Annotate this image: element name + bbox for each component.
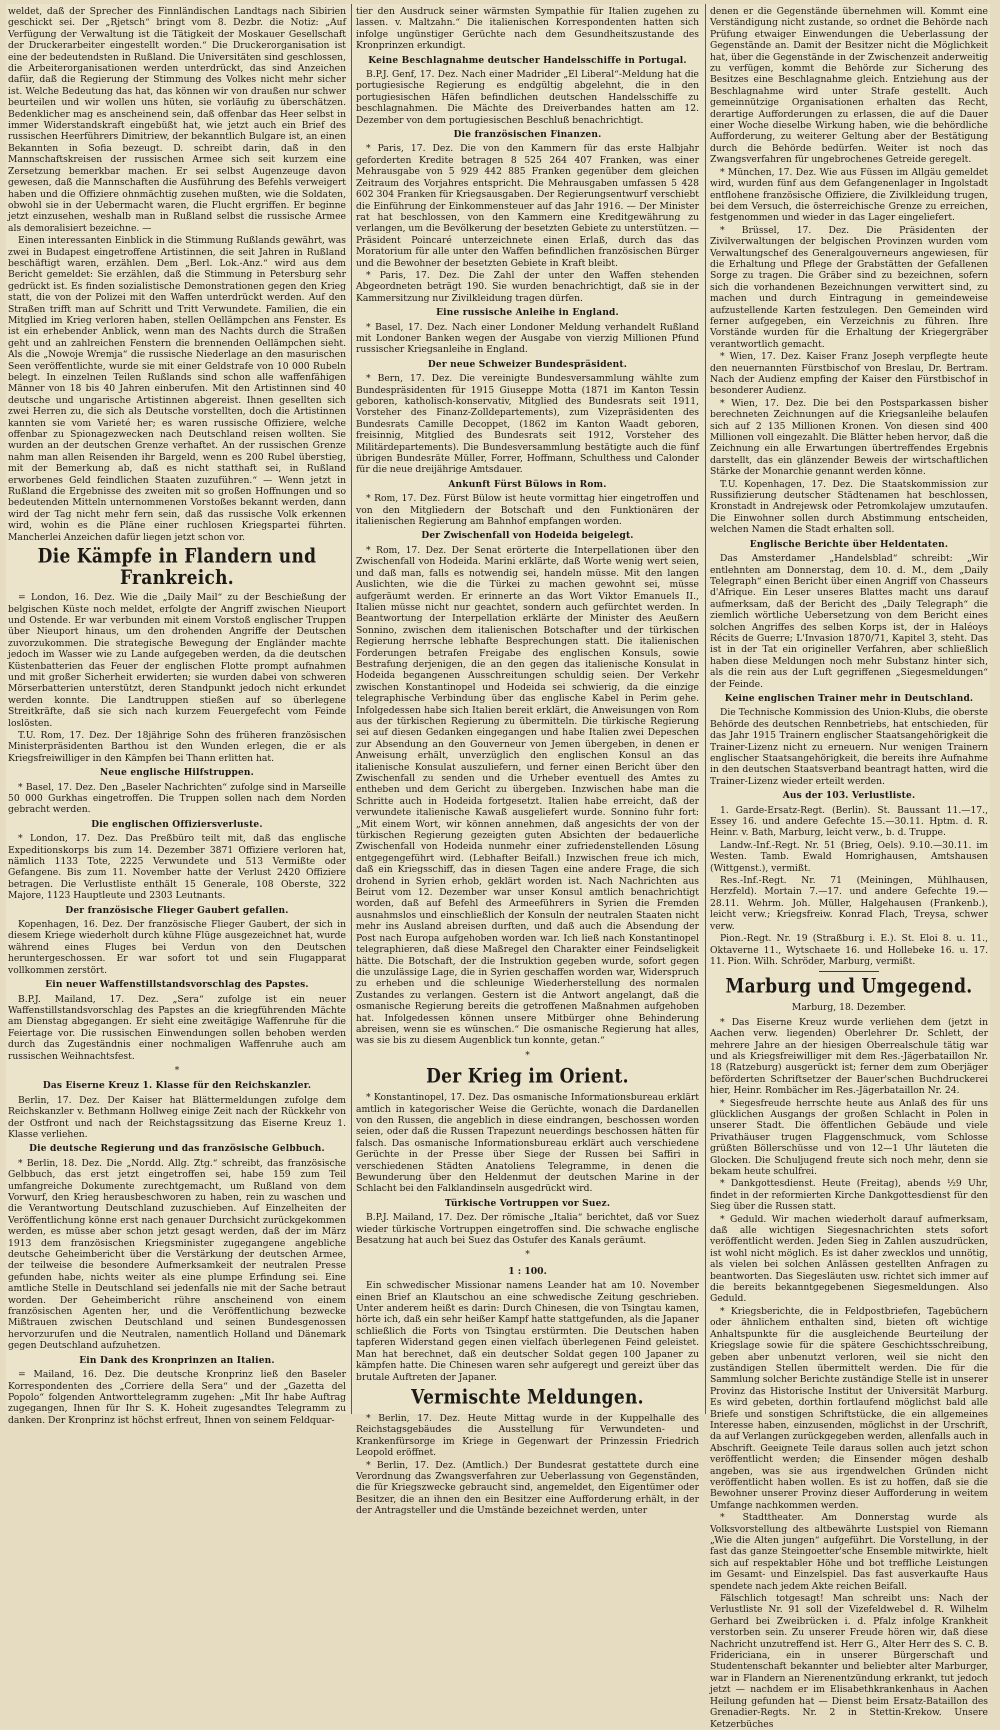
- article-text: * Rom, 17. Dez. Fürst Bülow ist heute vormittag hier eingetroffen und von den Mitgliedern der Botschaft und den Funktionären der italienischen Regierung am Bahnhof empfangen worden.: [356, 493, 699, 528]
- article-text: * Basel, 17. Dez. Den „Baseler Nachrichten“ zufolge sind in Marseille 50 000 Gurkhas eingetroffen. Die Truppen sollen nach dem Norden gebracht werden.: [8, 781, 346, 816]
- separator-star: *: [525, 1250, 530, 1261]
- section-headline: Die Kämpfe in Flandern und Frankreich.: [37, 545, 317, 590]
- article-text: Landw.-Inf.-Regt. Nr. 51 (Brieg, Oels). 9.10.—30.11. im Westen. Tamb. Ewald Homrighausen, Amtshausen (Wittgenst.), vermißt.: [710, 839, 988, 874]
- article-text: T.U. Rom, 17. Dez. Der 18jährige Sohn des früheren französischen Ministerpräsidenten Barthou ist den Wunden erlegen, die er als Kriegsfreiwilliger in den Kämpfen bei Thann erlitten hat.: [8, 729, 346, 764]
- article-heading: 1 : 100.: [508, 1265, 547, 1277]
- article-heading: Die deutsche Regierung und das französische Gelbbuch.: [29, 1144, 325, 1155]
- article-text: * Paris, 17. Dez. Die Zahl der unter den Waffen stehenden Abgeordneten beträgt 190. Sie wurden benachrichtigt, daß sie in der Kammersitzung nur Zivilkleidung tragen dürfen.: [356, 269, 699, 304]
- article-text: = London, 16. Dez. Wie die „Daily Mail“ zu der Beschießung der belgischen Küste noch meldet, erfolgte der Angriff zwischen Nieuport und Ostende. Er war verbunden mit einem Vorstoß englischer Truppen über Nieuport hinaus, um den drohenden Angriffe der Deutschen zuvorzukommen. Die strategische Bewegung der Engländer machte jedoch im Wasser wie zu Lande aufgegeben werden, da die deutschen Küstenbatterien das Feuer der englischen Flotte prompt aufnahmen und mit großer Sicherheit erwiderten; sie wurden dabei von schweren Mörserbatterien unterstützt, deren Standpunkt jedoch nicht erkundet werden konnte. Die Landtruppen stießen auf so überlegene Streitkräfte, daß sie sich nach kurzem Feuergefecht vom Feinde loslösten.: [8, 592, 346, 729]
- article-text: * Berlin, 17. Dez. Heute Mittag wurde in der Kuppelhalle des Reichstagsgebäudes die Ausstellung für Verwundeten- und Krankenfürsorge im Kriege in Gegenwart der Prinzessin Friedrich Leopold eröffnet.: [356, 1412, 699, 1459]
- article-text: weldet, daß der Sprecher des Finnländischen Landtags nach Sibirien geschickt sei. Der „Rjetsch“ bringt vom 8. Dezbr. die Notiz: „Auf Verfügung der Verwaltung ist die Tätigkeit der Moskauer Gesellschaft der Druckerarbeiter eingestellt worden.“ Die Druckerorganisation ist eine der bedeutendsten in Rußland. Die Universitäten sind geschlossen, die Arbeiterorganisationen werden unterdrückt, das sind Anzeichen dafür, daß die Regierung der Stimmung des Volkes nicht mehr sicher ist. Welche Bedeutung das hat, das können wir von draußen nur schwer beurteilen und wir wollen uns hüten, sie vorläufig zu überschätzen. Bedenklicher mag es anscheinend sein, daß offenbar das Heer selbst in immer Widerstandskraft eingebüßt hat, wie jetzt auch ein Brief des russischen Heerführers Dimitriew, der bekanntlich Bulgare ist, an einen Bekannten in Sofia bezeugt. D. schreibt darin, daß in den Mannschaftskreisen der russischen Armee sich seit kurzem eine Zersetzung bemerkbar machen. Er sei selbst Augenzeuge davon gewesen, daß die Mannschaften die Ausführung des Befehls verweigert haben und die Offiziere ohnmächtig zusehen mußten, wie die Soldaten, obwohl sie in der Uebermacht waren, die Flucht ergriffen. Er beginne jetzt einzusehen, weshalb man in Rußland selbst die russische Armee als demoralisiert bezeichne. —: [8, 6, 346, 234]
- section-headline: Marburg und Umgegend.: [725, 975, 973, 999]
- article-text: Pion.-Regt. Nr. 19 (Straßburg i. E.). St. Eloi 8. u. 11., Oktaverne 11., Wytschaete 16. und Hollebeke 16. u. 17. 11. Pion. Wilh. Schröder, Marburg, vermißt.: [710, 933, 988, 967]
- article-heading: Der Zwischenfall von Hodeida beigelegt.: [421, 531, 634, 542]
- section-headline: Der Krieg im Orient.: [426, 1065, 629, 1089]
- article-text: Einen interessanten Einblick in die Stimmung Rußlands gewährt, was zwei in Budapest eingetroffene Artistinnen, die seit Jahren in Rußland beschäftigt waren, erzählen. Dem „Berl. Lok.-Anz.“ wird aus dem Bericht gemeldet: Sie erzählen, daß die Stimmung in Petersburg sehr gedrückt ist. Es finden sozialistische Demonstrationen gegen den Krieg statt, die von der Polizei mit den Waffen unterdrückt werden. Auf den Straßen trifft man auf Schritt und Tritt Verwundete. Familien, die ein Mitglied im Krieg verloren haben, stellen Oellämpchen ans Fenster. Es ist ein erhebender Anblick, wenn man des Nachts durch die Straßen geht und an zahlreichen Fenstern die brennenden Oellämpchen sieht. Als die „Nowoje Wremja“ die russische Niederlage an den masurischen Seen veröffentlichte, wurde sie mit einer Geldstrafe von 10 000 Rubeln belegt. In einzelnen Teilen Rußlands sind schon alle waffenfähigen Männer von 18 bis 40 Jahren einberufen. Mit den Artistinnen sind 40 deutsche und ungarische Artistinnen abgereist. Ihnen gesellten sich zwei Herren zu, die sich als Deutsche vorstellten, doch die Artistinnen kannten sie vom Varieté her; es waren russische Offiziere, welche offenbar zu Spionagezwecken nach Deutschland reisen wollten. Sie wurden an der deutschen Grenze verhaftet. An der russischen Grenze nahm man allen Reisenden ihr Bargeld, wenn es 200 Rubel überstieg, mit der Bemerkung ab, daß es nicht statthaft sei, in Rußland erworbenes Geld feindlichen Staaten zuzuführen.“ — Wenn jetzt in Rußland die Ergebnisse des zweiten mit so großen Hoffnungen und so bedeutenden Mitteln unternommenen Vorstoßes bekannt werden, dann wird der Tag nicht mehr fern sein, daß das russische Volk erkennen wird, wohin es die Pläne einer ruchlosen Kriegspartei führten. Mancherlei Anzeichen dafür liegen jetzt schon vor.: [8, 235, 346, 543]
- article-text: * Bern, 17. Dez. Die vereinigte Bundesversammlung wählte zum Bundespräsidenten für 1915 Giuseppe Motta (1871 im Kanton Tessin geboren, katholisch-konservativ, Mitglied des Bundesrats seit 1911, Vorsteher des Finanz-Zolldepartements), zum Vizepräsidenten des Bundesrats Camille Decoppet, (1862 im Kanton Waadt geboren, freisinnig, Mitglied des Bundesrats seit 1912, Vorsteher des Militärdepartements). Die Bundesversammlung bestätigte auch die fünf übrigen Bundesräte Müller, Forrer, Hoffmann, Schulthess und Calonder für die neue dreijährige Amtsdauer.: [356, 373, 699, 476]
- column-2: [356, 6, 699, 1517]
- article-heading: Keine englischen Trainer mehr in Deutschland.: [724, 693, 974, 704]
- article-text: * Konstantinopel, 17. Dez. Das osmanische Informationsbureau erklärt amtlich in kategorischer Weise die Gerüchte, wonach die Dardanellen von den Russen, die angeblich in diese eindrangen, beschossen worden seien, oder daß die Russen Trapezunt neuerdings beschossen hätten für falsch. Das osmanische Informationsbureau erklärt auch verschiedene Gerüchte in der Presse über Siege der Russen bei Saffiri in verschiedenen Städten Anatoliens Telegramme, in denen die Bewunderung über den Heldenmut der deutschen Marine in der Schlacht bei den Falklandinseln ausgedrückt wird.: [356, 1092, 699, 1195]
- article-text: denen er die Gegenstände übernehmen will. Kommt eine Verständigung nicht zustande, so ordnet die Behörde nach Prüfung etwaiger Einwendungen die Ueberlassung der Gegenstände an. Damit der Besitzer nicht die Möglichkeit hat, über die Gegenstände in der Zwischenzeit anderweitig zu verfügen, kommt die Behörde zur Sicherung des Besitzes eine Beschlagnahme gleich. Entziehung aus der Beschlagnahme wird unter Strafe gestellt. Auch gemeinnützige Organisationen erhalten das Recht, derartige Aufforderungen zu erlassen, die auf die Dauer einer Woche dieselbe Wirkung haben, wie die behördliche Aufforderung, zu weiterer Geltung aber der Bestätigung durch die Behörde bedürfen. Weiter ist noch das Zwangsverfahren für ungebrochenes Getreide geregelt.: [710, 6, 988, 166]
- article-text: * Geduld. Wir machen wiederholt darauf aufmerksam, daß alle wichtigen Siegesnachrichten stets sofort veröffentlicht werden. Jeden Sieg in Zahlen auszudrücken, ist wohl nicht möglich. Es ist daher zwecklos und unnötig, als vielen bei solchen Anlässen gestellten Anfragen zu beantworten. Das Siegesläuten usw. richtet sich immer auf die bereits bekanntgegebenen Siegesmeldungen. Also Geduld.: [710, 1213, 988, 1305]
- article-text: tier den Ausdruck seiner wärmsten Sympathie für Italien zugehen zu lassen. v. Maltzahn.“ Die italienischen Korrespondenten hatten sich infolge ungünstiger Gerüchte nach dem Gesundheitszustande des Kronprinzen erkundigt.: [356, 6, 699, 52]
- article-heading: Neue englische Hilfstruppen.: [99, 768, 255, 779]
- article-heading: Ankunft Fürst Bülows in Rom.: [448, 479, 607, 490]
- article-text: * Wien, 17. Dez. Die bei den Postsparkassen bisher berechneten Zeichnungen auf die Kriegsanleihe belaufen sich auf 2 135 Millionen Kronen. Von diesen sind 400 Millionen voll eingezahlt. Die Blätter heben hervor, daß die Zeichnung ein alle Erwartungen übertreffendes Ergebnis darstellt, das ein glänzender Beweis der wirtschaftlichen Stärke der Monarchie genannt werden könne.: [710, 397, 988, 478]
- article-heading: Die französischen Finanzen.: [453, 130, 602, 141]
- article-text: * Basel, 17. Dez. Nach einer Londoner Meldung verhandelt Rußland mit Londoner Banken wegen der Ausgabe von vierzig Millionen Pfund russischer Kriegsanleihe in England.: [356, 321, 699, 356]
- article-heading: Ein neuer Waffenstillstandsvorschlag des Papstes.: [45, 980, 309, 991]
- newspaper-page: [6, 4, 990, 1730]
- article-text: * Berlin, 17. Dez. (Amtlich.) Der Bundesrat gestattete durch eine Verordnung das Zwangsverfahren zur Ueberlassung von Gegenständen, die für Kriegszwecke gebraucht sind, angemeldet, den Eigentümer oder Besitzer, die an ihnen den ein Besitzer eine Aufforderung erhält, in der der Antragsteller und die Umstände bezeichnet werden, unter: [356, 1459, 699, 1517]
- article-heading: Keine Beschlagnahme deutscher Handelsschiffe in Portugal.: [368, 55, 687, 66]
- article-heading: Türkische Vortruppen vor Suez.: [444, 1198, 611, 1209]
- section-headline: Vermischte Meldungen.: [411, 1386, 644, 1410]
- article-text: T.U. Kopenhagen, 17. Dez. Die Staatskommission zur Russifizierung deutscher Städtenamen hat beschlossen, Kronstadt in Andrejewsk oder Petromkolajew umzutaufen. Die Einwohner sollen durch Abstimmung entscheiden, welchen Namen die Stadt erhalten soll.: [710, 478, 988, 536]
- article-text: * Das Eiserne Kreuz wurde verliehen dem (jetzt in Aachen verw. liegenden) Oberlehrer Dr. Schlett, der mehrere Jahre an der hiesigen Oberrealschule tätig war und als Kriegsfreiwilliger mit dem Res.-Jägerbataillon Nr. 18 (Ratzeburg) ausgerückt ist; ferner dem zum Oberjäger beförderten Schriftsetzer der Bauer'schen Buchdruckerei hier, Heinr. Rombächer im Res.-Jägerbataillon Nr. 24.: [710, 1016, 988, 1097]
- article-text: Res.-Inf.-Regt. Nr. 71 (Meiningen, Mühlhausen, Herzfeld). Mortain 7.—17. und andere Gefechte 19.—28.11. Wehrm. Joh. Müller, Halgehausen (Frankenb.), leicht verw.; Kriegsfreiw. Konrad Flach, Treysa, schwer verw.: [710, 875, 988, 932]
- column-divider: [705, 4, 706, 1414]
- article-heading: Ein Dank des Kronprinzen an Italien.: [79, 1355, 275, 1366]
- article-text: * Dankgottesdienst. Heute (Freitag), abends ½9 Uhr, findet in der reformierten Kirche Dankgottesdienst für den Sieg über die Russen statt.: [710, 1178, 988, 1213]
- article-text: * Siegesfreude herrschte heute aus Anlaß des für uns glücklichen Ausgangs der großen Schlacht in Polen in unserer Stadt. Die öffentlichen Gebäude und viele Privathäuser trugen Flaggenschmuck, vom Schlosse grüßten Böllerschüsse und von 12—1 Uhr läuteten die Glocken. Die Schuljugend freute sich noch mehr, denn sie bekam heute schulfrei.: [710, 1097, 988, 1177]
- article-text: * Wien, 17. Dez. Kaiser Franz Joseph verpflegte heute den neuernannten Fürstbischof von Breslau, Dr. Bertram. Nach der Audienz empfing der Kaiser den Fürstbischof in besonderer Audienz.: [710, 351, 988, 397]
- article-text: Fälschlich totgesagt! Man schreibt uns: Nach der Verlustliste Nr. 91 soll der Vizefeldwebel d. R. Wilhelm Gerhard bei Zweibrücken i. d. Pfalz infolge Krankheit verstorben sein. Zu unserer Freude hören wir, daß diese Nachricht unzutreffend ist. Herr G., Alter Herr des S. C. B. Fridericiana, ein in unserer Bürgerschaft und Studentenschaft bekannter und beliebter alter Marburger, war in Flandern an Nierenentzündung erkrankt, tut jedoch jetzt — nachdem er im Elisabethkrankenhaus in Aachen Heilung gefunden hat — Dienst beim Ersatz-Bataillon des Grenadier-Regts. Nr. 2 in Stettin-Krekow. Unsere Ketzerbüches: [710, 1593, 988, 1730]
- separator-star: *: [174, 1065, 180, 1076]
- article-heading: Englische Berichte über Heldentaten.: [749, 539, 949, 550]
- article-text: B.P.J. Genf, 17. Dez. Nach einer Madrider „El Liberal“-Meldung hat die portugiesische Regierung es endgültig abgelehnt, die in den portugiesischen Häfen befindlichen deutschen Handelsschiffe zu beschlagnahmen. Die Mächte des Dreiverbandes hatten am 12. Dezember von dem portugiesischen Beschluß benachrichtigt.: [356, 69, 699, 126]
- article-text: B.P.J. Mailand, 17. Dez. „Sera“ zufolge ist ein neuer Waffenstillstandsvorschlag des Papstes an die kriegführenden Mächte am Dienstag abgegangen. Er sieht eine zweitägige Waffenruhe für die Feiertage vor. Die russischen Einwendungen sollen behoben werden durch das Zugeständnis einer nochmaligen Waffenruhe auch am russischen Weihnachtsfest.: [8, 993, 346, 1062]
- divider: [819, 971, 879, 972]
- column-1: [8, 6, 346, 1426]
- article-heading: Die englischen Offiziersverluste.: [91, 819, 263, 830]
- article-text: * Berlin, 18. Dez. Die „Nordd. Allg. Ztg.“ schreibt, das französische Gelbbuch, das erst jetzt eingetroffen sei, habe 159 zum Teil umfangreiche Dokumente zurechtgemacht, um Rußland von dem Vorwurf, den Krieg herausbeschworen zu haben, rein zu waschen und die Verantwortung Deutschland zuzuschieben. Auf Einzelheiten der Veröffentlichung könne erst nach genauer Durchsicht zurückgekommen werden, es müsse aber schon jetzt gesagt werden, daß der im März 1913 dem französischen Kriegsminister zugegangene angebliche deutsche Geheimbericht über die Verstärkung der deutschen Armee, der teilweise die besondere Aufmerksamkeit der neutralen Presse gefunden habe, nichts weiter als eine plumpe Erfindung sei. Eine amtliche Stelle in Deutschland sei jedenfalls nie mit der Sache betraut worden. Der Geheimbericht rühre anscheinend von einem französischen Agenten her, und die Veröffentlichung bezwecke Mißtrauen zwischen Deutschland und seinen Bundesgenossen hervorzurufen und die Neutralen, namentlich Holland und Dänemark gegen Deutschland aufzuhetzen.: [8, 1157, 346, 1352]
- article-heading: Der französische Flieger Gaubert gefallen.: [65, 905, 289, 916]
- article-text: Ein schwedischer Missionar namens Leander hat am 10. November einen Brief an Klautschou an eine schwedische Zeitung geschrieben. Unter anderem heißt es darin: Durch Chinesen, die von Tsingtau kamen, hörte ich, daß ein sehr heißer Kampf hatte stattgefunden, als die Japaner schließlich die Forts von Tsingtau erstürmten. Die Deutschen haben tapferen Widerstand gegen einen vielfach überlegenen Feind geleistet. Man hat berechnet, daß ein deutscher Soldat gegen 100 Japaner zu kämpfen hatte. Die Chinesen waren sehr aufgeregt und gereizt über das brutale Auftreten der Japaner.: [356, 1280, 699, 1383]
- article-text: Kopenhagen, 16. Dez. Der französische Flieger Gaubert, der sich in diesem Kriege wiederholt durch kühne Flüge ausgezeichnet hat, wurde während eines Fluges bei Verdun von den Deutschen heruntergeschossen. Er war sofort tot und sein Flugapparat vollkommen zerstört.: [8, 919, 346, 976]
- article-text: * Stadttheater. Am Donnerstag wurde als Volksvorstellung des altbewährte Lustspiel von Riemann „Wie die Alten jungen“ aufgeführt. Die Vorstellung, in der fast das ganze Steingoetter'sche Ensemble mitwirkte, hielt sich auf respektabler Höhe und bot treffliche Leistungen im Gesamt- und Einzelspiel. Das fast ausverkaufte Haus spendete nach jedem Akte reichen Beifall.: [710, 1512, 988, 1592]
- article-text: Berlin, 17. Dez. Der Kaiser hat Blättermeldungen zufolge dem Reichskanzler v. Bethmann Hollweg einige Zeit nach der Rückkehr von der Ostfront und nach der Reichstagssitzung das Eiserne Kreuz 1. Klasse verliehen.: [8, 1094, 346, 1140]
- article-text: = Mailand, 16. Dez. Die deutsche Kronprinz ließ den Baseler Korrespondenten des „Corriere della Sera“ und der „Gazetta del Popolo“ folgenden Antworttelegramm zugehen: „Mit Ihr habe Auftrag zugegangen, Ihnen für Ihr S. K. Hoheit zugesandtes Telegramm zu danken. Der Kronprinz ist höchst erfreut, Ihnen von seinem Feldquar-: [8, 1369, 346, 1426]
- article-heading: Das Eiserne Kreuz 1. Klasse für den Reichskanzler.: [42, 1081, 312, 1092]
- article-text: * Paris, 17. Dez. Die von den Kammern für das erste Halbjahr geforderten Kredite betragen 8 525 264 407 Franken, was einer Mehrausgabe von 5 929 442 885 Franken gegenüber dem gleichen Zeitraum des Vorjahres entspricht. Die Mehrausgaben umfassen 5 428 602 304 Franken für Kriegsausgaben. Der Regierungsentwurf verschiebt die Einführung der Einkommensteuer auf das Jahr 1916. — Der Minister rat hat beschlossen, von den Kammern eine Kreditgewährung zu verlangen, um die Bevölkerung der besetzten Gebiete zu unterstützen. — Präsident Poincaré unterzeichnete einen Erlaß, durch das das Moratorium für alle unter den Waffen befindlichen französischen Bürger und die Bewohner der besetzten Gebiete in Kraft bleibt.: [356, 143, 699, 269]
- article-heading: Der neue Schweizer Bundespräsident.: [427, 359, 628, 370]
- article-text: 1. Garde-Ersatz-Regt. (Berlin). St. Baussant 11.—17., Essey 16. und andere Gefechte 15.—30.11. Hptm. d. R. Heinr. v. Bath, Marburg, leicht verw., b. d. Truppe.: [710, 804, 988, 839]
- column-3: [710, 6, 988, 1730]
- article-text: * Kriegsberichte, die in Feldpostbriefen, Tagebüchern oder ähnlichem enthalten sind, bieten oft wichtige Anhaltspunkte für die ausgleichende Beurteilung der Kriegslage sowie für die spätere Geschichtsschreibung, geben aber unbenutzt verloren, weil sie nicht den zuständigen Stellen übermittelt werden. Die für die Sammlung solcher Berichte zuständige Stelle ist in unserer Provinz das Historische Institut der Universität Marburg. Es wird gebeten, dorthin fortlaufend möglichst bald alle Briefe und sonstigen Schriftstücke, die ein allgemeines Interesse haben, einzusenden, möglichst in der Urschrift, da auf Verlangen zurückgegeben werden, allenfalls auch in Abschrift. Geeignete Teile daraus sollen auch jetzt schon veröffentlicht werden; die Einsender mögen deshalb angeben, was sie aus irgendwelchen Gründen nicht veröffentlicht haben wollen. Es ist zu hoffen, daß sie die Bewohner unserer Provinz dieser Aufforderung in weitem Umfange nachkommen werden.: [710, 1305, 988, 1511]
- separator-star: *: [525, 1050, 530, 1061]
- article-text: * München, 17. Dez. Wie aus Füssen im Allgäu gemeldet wird, wurden fünf aus dem Gefangenenlager in Ingolstadt entflohene französische Offiziere, die Zivilkleidung trugen, bei dem Versuch, die österreichische Grenze zu erreichen, festgenommen und wieder in das Lager eingeliefert.: [710, 166, 988, 224]
- article-text: * Brüssel, 17. Dez. Die Präsidenten der Zivilverwaltungen der belgischen Provinzen wurden vom Verwaltungschef des Generalgouverneurs angewiesen, für die Erhaltung und Pflege der Grabstätten der Gefallenen Sorge zu tragen. Die Gräber sind zu bezeichnen, sofern sich die vorhandenen Bezeichnungen verwittert sind, zu machen und durch Eintragung in gemeindeweise aufzustellende Karten festzulegen. Den Gemeinden wird ferner aufgegeben, ein Verzeichnis zu führen. Ihre Vorstände wurden für die Erhaltung der Kriegergräber verantwortlich gemacht.: [710, 224, 988, 350]
- article-heading: Eine russische Anleihe in England.: [436, 308, 619, 319]
- article-heading: Aus der 103. Verlustliste.: [782, 791, 916, 802]
- dateline: Marburg, 18. Dezember.: [791, 1002, 907, 1014]
- article-text: B.P.J. Mailand, 17. Dez. Der römische „Italia“ berichtet, daß vor Suez wieder türkische Vortruppen eingetroffen sind. Die schwache englische Besatzung hat auch bei Suez das Ostufer des Kanals geräumt.: [356, 1212, 699, 1247]
- article-text: Das Amsterdamer „Handelsblad“ schreibt: „Wir entlehnten am Donnerstag, dem 10. d. M., dem „Daily Telegraph“ einen Bericht über einen Angriff von Chasseurs d'Afrique. Ein Leser unseres Blattes macht uns darauf aufmerksam, daß der Bericht des „Daily Telegraph“ die ziemlich wörtliche Uebersetzung von dem Bericht eines solchen Angriffes des selben Korps ist, der in Haléoys Récits de Guerre; L'Invasion 1870/71, Kapitel 3, steht. Das ist in der Tat ein origineller Verfahren, aber schließlich haben diese Meldungen noch mehr Substanz hinter sich, als die rein aus der Luft gegriffenen „Siegesmeldungen“ der Feinde.: [710, 553, 988, 690]
- article-text: * London, 17. Dez. Das Preßbüro teilt mit, daß das englische Expeditionskorps bis zum 14. Dezember 3871 Offiziere verloren hat, nämlich 1133 Tote, 2225 Verwundete und 513 Vermißte oder Gefangene. Bis zum 11. November hatte der Verlust 2420 Offiziere betragen. Die Verlustliste enthält 15 Generale, 108 Oberste, 322 Majore, 1123 Hauptleute und 2303 Leutnants.: [8, 833, 346, 902]
- article-text: * Rom, 17. Dez. Der Senat erörterte die Interpellationen über den Zwischenfall von Hodeida. Marini erklärte, daß Worte wenig wert seien, und daß man, falls es notwendig sei, handeln müsse. Mit den langen Auslichten, wie die die Türkei zu machen gewohnt sei, müsse aufgeräumt werden. Er erinnerte an das Wort Viktor Emanuels II., Italien müsse nicht nur geachtet, sondern auch gefürchtet werden. In Beantwortung der Interpellation erklärte der Minister des Aeußern Sonnino, zwischen dem italienischen Botschafter und der türkischen Regierung herrsche lebhafte Besprechungen statt. Die italienischen Forderungen betrafen Freigabe des englischen Konsuls, sowie Bestrafung derjenigen, die an den gegen das italienische Konsulat in Hodeida begangenen Ausschreitungen schuldig seien. Der Verkehr zwischen Konstantinopel und Hodeida sei schwierig, da die einzige telegraphische Verbindung über das englische Kabel in Perim gehe. Infolgedessen habe sich Italien bereit erklärt, die Anweisungen von Rom aus der türkischen Regierung zu übermitteln. Die türkische Regierung sei auf diesen Gedanken eingegangen und habe Italien zwei Depeschen zur Absendung an den Gouverneur von Jemen übergeben, in denen er Anweisung erhält, unverzüglich den englischen Konsul an das italienische Konsulat auszuliefern, und ferner einen Bericht über den Zwischenfall zu senden und die Urheber eventuell des Amtes zu entheben und dem Gericht zu übergeben. Inzwischen habe man die Schritte auch in Hodeida fortgesetzt. Italien habe erreicht, daß der verwundete italienische Kawaß ausgeliefert wurde. Sonnino fuhr fort: „Mit einem Wort, wir können annehmen, daß angesichts der von der türkischen Regierung gezeigten guten Absichten der bedauerliche Zwischenfall von Hodeida nunmehr einer zufriedenstellenden Lösung entgegengeführt wird. (Lebhafter Beifall.) Inzwischen freue ich mich, daß ein Kriegsschiff, das in diesen Tagen eine andere Frage, die sich drohend in Syrien erhob, geklärt worden ist. Nach Nachrichten aus Beirut vom 12. Dezember war unser Konsul amtlich benachrichtigt worden, daß auf Befehl des Armeeführers in Syrien die Fremden ausnahmslos und einschließlich der Konsuln der neutralen Staaten nicht mehr ins Ausland abreisen durften, und daß auch die Absendung der Post nach Europa aufgehoben worden war. Ich ließ nach Konstantinopel telegraphieren, daß diese Maßregel den Charakter einer Feindseligkeit hätte. Die Botschaft, der die Instruktion gegeben wurde, sofort gegen die unzulässige Lage, die in Syrien geschaffen worden war, Widerspruch zu erheben und die schleunige Wiederherstellung des normalen Zustandes zu verlangen. Gestern ist die Antwort angelangt, daß die osmanische Regierung bereits die getroffenen Maßnahmen aufgehoben hat. Infolgedessen können unsere Mitbürger ohne Behinderung abreisen, wenn sie es wünschen.“ Die osmanische Regierung hat alles, was sie bis zu diesem Augenblick tun konnte, getan.“: [356, 544, 699, 1047]
- article-text: Die Technische Kommission des Union-Klubs, die oberste Behörde des deutschen Rennbetriebs, hat entschieden, für das Jahr 1915 Trainern englischer Staatsangehörigkeit die Trainer-Lizenz nicht zu erneuern. Nur wenigen Trainern englischer Staatsangehörigkeit, die bereits ihre Aufnahme in den deutschen Staatsverband beantragt hatten, wird die Trainer-Lizenz wieder erteilt werden.: [710, 707, 988, 787]
- column-divider: [351, 4, 352, 1414]
